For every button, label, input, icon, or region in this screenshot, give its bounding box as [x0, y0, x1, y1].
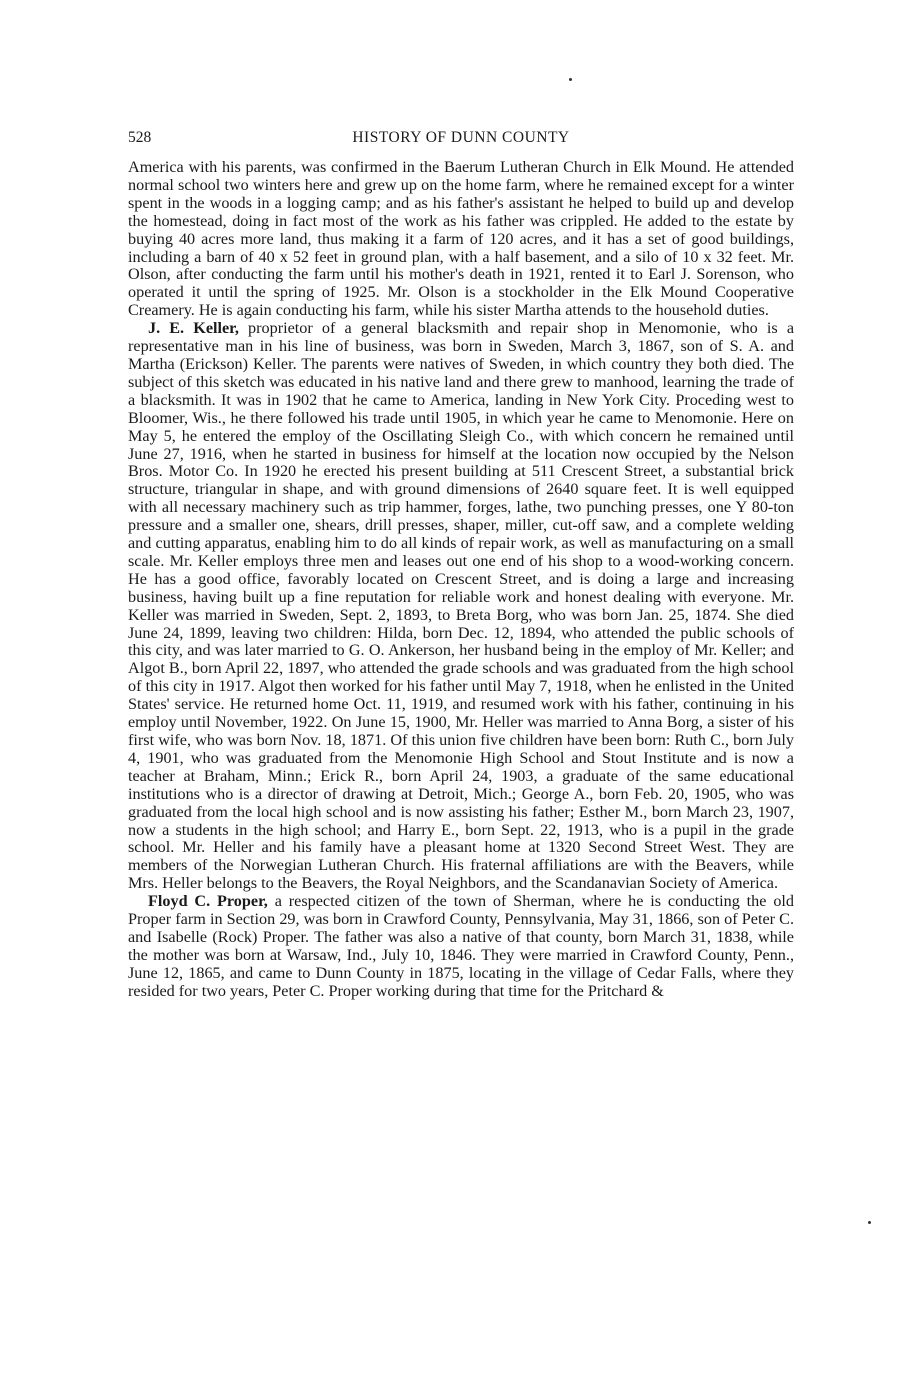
body-text — [128, 159, 794, 1001]
running-head: HISTORY OF DUNN COUNTY — [352, 129, 570, 146]
paragraph-text: a respected citizen of the town of Sherman, where he is conducting the old Proper farm in Section 29, was born in Crawford County, Pennsylvania, May 31, 1866, son of Peter C. and Isabelle (Rock) Proper. The father was also a native of that county, born March 31, 1838, while the mother was born at Warsaw, Ind., July 10, 1846. They were married in Crawford County, Penn., June 12, 1865, and came to Dunn County in 1875, locating in the village of Cedar Falls, where they resided for two years, Peter C. Proper working during that time for the Pritchard & — [128, 892, 795, 1000]
biography-name: J. E. Keller, — [148, 319, 239, 338]
paragraph-proper — [128, 893, 794, 1000]
page-number: 528 — [128, 129, 152, 146]
paragraph-olson — [128, 159, 794, 320]
paragraph-keller — [128, 320, 794, 893]
paragraph-text: proprietor of a general blacksmith and repair shop in Menomonie, who is a representative man in his line of business, was born in Sweden, March 3, 1867, son of S. A. and Martha (Erickson) Keller. The parents were natives of Sweden, in which country they both died. The subject of this sketch was educated in his native land and there grew to manhood, learning the trade of a blacksmith. It was in 1902 that he came to America, landing in New York City. Proceding west to Bloomer, Wis., he there followed his trade until 1905, in which year he came to Menomonie. Here on May 5, he entered the employ of the Oscillating Sleigh Co., with which concern he remained until June 27, 1916, when he started in business for himself at the location now occupied by the Nelson Bros. Motor Co. In 1920 he erected his present building at 511 Crescent Street, a substantial brick structure, triangular in shape, and with ground dimensions of 2640 square feet. It is well equipped with all necessary machinery such as trip hammer, forges, lathe, two punching presses, one Y 80-ton pressure and a smaller one, shears, drill presses, shaper, miller, cut-off saw, and a complete welding and cutting apparatus, enabling him to do all kinds of repair work, as well as manufacturing on a small scale. Mr. Keller employs three men and leases out one end of his shop to a wood-working concern. He has a good office, favorably located on Crescent Street, and is doing a large and increasing business, having built up a fine reputation for reliable work and honest dealing with everyone. Mr. Keller was married in Sweden, Sept. 2, 1893, to Breta Borg, who was born Jan. 25, 1874. She died June 24, 1899, leaving two children: Hilda, born Dec. 12, 1894, who attended the public schools of this city, and was later married to G. O. Ankerson, her husband being in the employ of Mr. Keller; and Algot B., born April 22, 1897, who attended the grade schools and was graduated from the high school of this city in 1917. Algot then worked for his father until May 7, 1918, when he enlisted in the United States' service. He returned home Oct. 11, 1919, and resumed work with his father, continuing in his employ until November, 1922. On June 15, 1900, Mr. Heller was married to Anna Borg, a sister of his first wife, who was born Nov. 18, 1871. Of this union five children have been born: Ruth C., born July 4, 1901, who was graduated from the Menomonie High School and Stout Institute and is now a teacher at Braham, Minn.; Erick R., born April 24, 1903, a graduate of the same educational institutions who is a director of drawing at Detroit, Mich.; George A., born Feb. 20, 1905, who was graduated from the local high school and is now assisting his father; Esther M., born March 23, 1907, now a students in the high school; and Harry E., born Sept. 22, 1913, who is a pupil in the grade school. Mr. Heller and his family have a pleasant home at 1320 Second Street West. They are members of the Norwegian Lutheran Church. His fraternal affiliations are with the Beavers, while Mrs. Heller belongs to the Beavers, the Royal Neighbors, and the Scandanavian Society of America. — [128, 319, 794, 893]
page-header — [128, 129, 794, 151]
paragraph-text: America with his parents, was confirmed in the Baerum Lutheran Church in Elk Mound. He attended normal school two winters here and grew up on the home farm, where he remained except for a winter spent in the woods in a logging camp; and as his father's assistant he helped to build up and develop the homestead, doing in fact most of the work as his father was crippled. He added to the estate by buying 40 acres more land, thus making it a farm of 120 acres, and it has a set of good buildings, including a barn of 40 x 52 feet in ground plan, with a half basement, and a silo of 10 x 32 feet. Mr. Olson, after conducting the farm until his mother's death in 1921, rented it to Earl J. Sorenson, who operated it until the spring of 1925. Mr. Olson is a stockholder in the Elk Mound Cooperative Creamery. He is again conducting his farm, while his sister Martha attends to the household duties. — [128, 158, 794, 320]
biography-name: Floyd C. Proper, — [148, 892, 268, 911]
scan-speck — [569, 78, 572, 81]
scan-speck — [868, 1221, 871, 1224]
